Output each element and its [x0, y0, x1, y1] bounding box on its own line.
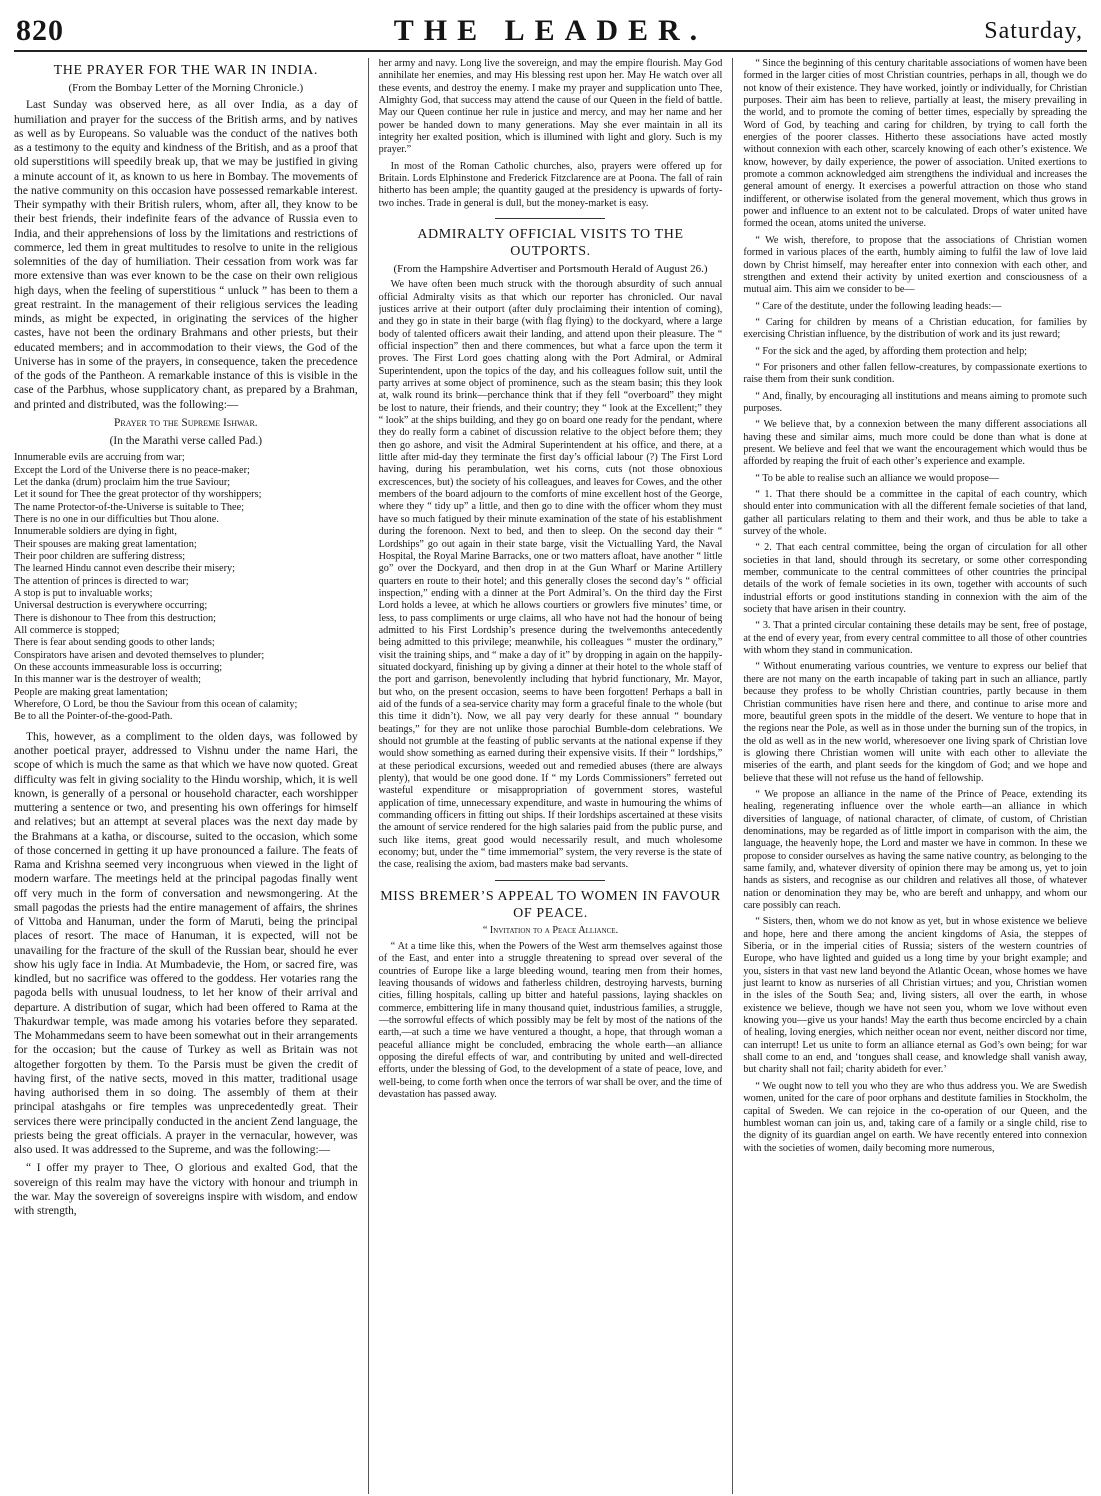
columns [14, 58, 1087, 1494]
article-source: (From the Bombay Letter of the Morning Chronicle.) [68, 81, 304, 94]
article-heading-miss-bremer: MISS BREMER’S APPEAL TO WOMEN IN FAVOUR OF PEACE. [380, 888, 721, 921]
column-right [743, 58, 1087, 1494]
poem-line: Conspirators have arisen and devoted themselves to plunder; [14, 649, 265, 661]
poem-line: The name Protector-of-the-Universe is suitable to Thee; [14, 501, 245, 513]
list-item: “ For the sick and the aged, by affording them protection and help; [755, 345, 1027, 357]
poem-line: On these accounts immeasurable loss is occurring; [14, 662, 223, 674]
article-paragraph: “ 1. That there should be a committee in the capital of each country, which should enter into communication with all the different female societies of that land, gather all particulars relating to them and their work, and thus be able to take a survey of the whole. [743, 489, 1087, 538]
article-subheading: “ Invitation to a Peace Alliance. [482, 924, 619, 936]
poem-line: Their poor children are suffering distress; [14, 551, 186, 562]
masthead-rule [14, 50, 1087, 52]
article-paragraph: “ I offer my prayer to Thee, O glorious and exalted God, that the sovereign of this realm may have the victory with honour and triumph in the war. May the sovereign of sovereigns inspire with wisdom, and endow with strength, [14, 1162, 358, 1218]
paper-title: THE LEADER. [393, 14, 708, 47]
list-item: “ Caring for children by means of a Christian education, for families by exercising Christian influence, by the distribution of work and its just reward; [743, 316, 1087, 341]
article-paragraph: “ Without enumerating various countries, we venture to express our belief that there are not many on the earth incapable of taking part in such an alliance, partly because they profess to be wholly Christian countries, partly because in them Christian communities have risen here and there, and continue to arise more and more, beautiful green spots in the middle of the desert. We venture to hope that in the regions near the Pole, as well as in those under the burning sun of the tropics, in the old as well as in the new world, wheresoever one living spark of Christian love is glowing there Christian women will unite with each other to alleviate the miseries of the earth, and plant seeds for the kingdom of God; and we hope and believe that these will not refuse us the hand of fellowship. [743, 661, 1087, 784]
article-paragraph: This, however, as a compliment to the olden days, was followed by another poetical prayer, addressed to Vishnu under the name Hari, the scope of which is much the same as that which we have now quoted. Great difficulty was felt in giving sociality to the Hindu worship, which, it is well known, is generally of a personal or household character, each worshipper muttering a sentence or two, and presenting his own offerings for himself and relatives; but an attempt at several places was the next day made by the Brahmans at a katha, or discourse, suited to the occasion, which some of those concerned in getting it up have pronounced a failure. The feats of Rama and Krishna seemed very incongruous when viewed in the light of modern warfare. The meetings held at the principal pagodas finally went off very much in the form of conversation and newsmongering. At the small pagodas the priests had the entire management of affairs, the shrines of Vittoba and Hanuman, under the form of Maruti, being the principal places of resort. The mace of Hanuman, it is expected, will not be unavailing for the fracture of the skull of the Russian bear, should he ever show his ugly face in India. At Mumbadevie, the Hom, or sacred fire, was kindled, but no sacrifice was offered to the goddess. Her votaries rang the pagoda bells with unusual loudness, to let her know of their arrival and departure. A distribution of sugar, which had been offered to Rama at the Thakurdwar temple, was made among his votaries before they separated. The Mohammedans seem to have been somewhat out in their arrangements for the occasion; but the cause of Turkey as well as Britain was not altogether forgotten by them. To the Parsis must be given the credit of having first, of the native sects, moved in this matter, traditional usage having authorised them in so doing. The assembly of them at their principal atashgahs or fire temples was unprecedentedly great. Their services there were principally conducted in the ancient Zend language, the priests being the great officials. A prayer in the vernacular, however, was also used. It was addressed to the Supreme, and was the following:— [14, 730, 358, 1157]
poem-line: Let the danka (drum) proclaim him the true Saviour; [14, 476, 231, 488]
poem-line: Wherefore, O Lord, be thou the Saviour from this ocean of calamity; [14, 699, 298, 711]
poem-line: The learned Hindu cannot even describe their misery; [14, 563, 236, 575]
poem-line: Let it sound for Thee the great protector of thy worshippers; [14, 489, 262, 501]
article-paragraph: “ To be able to realise such an alliance we would propose— [755, 472, 1000, 484]
poem-line: Innumerable evils are accruing from war; [14, 452, 185, 464]
poem-line: All commerce is stopped; [14, 625, 120, 637]
article-paragraph: “ Since the beginning of this century charitable associations of women have been formed in the larger cities of most Christian countries, perhaps in all, though we do not know of their existence. They have worked, jointly or individually, for Christian purposes. Their aim has been to relieve, partially at least, the misery prevailing in the world, and to promote the coming of better times, especially by spreading the Word of God, by teaching and caring for children, by trying to call forth the energies of the poorer classes. Hitherto these associations have acted mostly without connexion with each other, scarcely knowing of each other’s existence. We know, however, by daily experience, the power of association. United exertions to promote a common acknowledged aim strengthens the individual and increases the general amount of energy. It exercises a powerful attraction on those who stand indifferent, or otherwise isolated from the general movement, which thus grows in power and influence to an extent not to be calculated. Drops of water united have formed the ocean, atoms united the universe. [743, 58, 1087, 230]
prayer-subtitle: (In the Marathi verse called Pad.) [109, 435, 263, 447]
list-item: “ And, finally, by encouraging all institutions and means aiming to promote such purposes. [743, 390, 1087, 414]
list-item: “ For prisoners and other fallen fellow-creatures, by compassionate exertions to raise them from their sunk condition. [743, 361, 1087, 386]
column-middle [379, 58, 723, 1494]
article-paragraph: her army and navy. Long live the sovereign, and may the empire flourish. May God annihilate her enemies, and may His blessing rest upon her. May He watch over all these events, and destroy the enemy. I make my prayer and supplication unto Thee, Almighty God, that success may attend the cause of our Queen in the field of battle. May our Queen continue her rule in justice and mercy, and may her name and her power be handed down to many generations. May she ever maintain in all its integrity her exalted position, which is illumined with light and glory. Such is my prayer.” [378, 58, 723, 156]
masthead [14, 8, 1087, 48]
article-heading-admiralty-visits: ADMIRALTY OFFICIAL VISITS TO THE OUTPORTS. [417, 227, 684, 260]
article-heading-prayer-war-india: THE PRAYER FOR THE WAR IN INDIA. [53, 63, 318, 78]
prayer-poem [14, 452, 358, 724]
article-paragraph: “ Sisters, then, whom we do not know as yet, but in whose existence we believe and hope, here and there among the ancient kingdoms of Asia, the steppes of Siberia, or in the imperial cities of Russia; sisters of the western countries of Europe, who have lighted and guided us a long time by your bright example; and you, sisters in that vast new land beyond the Atlantic Ocean, whose homes we have just learnt to know as nurseries of all Christian virtues; and you, Christian women in the isles of the South Sea; and, living sisters, all over the earth, in whose existence we believe, though we have not seen you, whom we love without even knowing you—give us your hands! May the earth thus become encircled by a chain of healing, loving energies, which neither ocean nor event, neither discord nor time, can interrupt! Let us unite to form an alliance eternal as God’s own being; for war shall come to an end, and ‘tongues shall cease, and knowledge shall vanish away, but charity shall not fail; charity abideth for ever.’ [743, 916, 1087, 1076]
article-paragraph: Last Sunday was observed here, as all over India, as a day of humiliation and prayer for the success of the British arms, and by natives as well as by Europeans. So valuable was the conduct of the natives both as a testimony to the equity and kindness of the British, and as a proof that old superstitions will speedily break up, that we may be justified in giving a minute account of it, as known to us here in Bombay. The movements of the native community on this occasion have possessed remarkable interest. Their sympathy with their British rulers, whom, after all, they know to be their best friends, their indefinite fears of the advance of Russia even to India, and their apprehensions of loss by the limitations and restrictions of commerce, led them in great multitudes to resolve to unite in the religious solemnities of the day of humiliation. Their cessation from work was far more extensive than was ever known to be the case on their own religious high days, when the feeling of superstitious “ unluck ” has been to them a great restraint. In the management of their religious services the leading minds, as might be expected, in originating the services of the higher castes, have not been the ordinary Brahmans and other priests, but their educated members; and in accommodation to their views, the God of the Universe has in some of the prayers, in consequence, taken the precedence of the gods of the Pantheon. A remarkable instance of this is visible in the case of the Parbhus, whose supplicatory chant, as prepared by a Brahman, and printed and distributed, was the following:— [14, 99, 358, 411]
column-left [14, 58, 358, 1494]
article-paragraph: In most of the Roman Catholic churches, also, prayers were offered up for Britain. Lords Elphinstone and Frederick Fitzclarence are at Poona. The fall of rain hitherto has been ample; the quantity gauged at the presidency is upwards of forty-two inches. Trade in general is dull, but the money-market is easy. [378, 160, 723, 209]
article-paragraph: “ 3. That a printed circular containing these details may be sent, free of postage, at the end of every year, from every central committee to all those of other countries with whom they stand in communication. [743, 620, 1087, 657]
poem-line: In this manner war is the destroyer of wealth; [14, 674, 202, 686]
column-divider [732, 58, 733, 1494]
poem-line: People are making great lamentation; [14, 686, 168, 698]
article-paragraph: “ We wish, therefore, to propose that the associations of Christian women formed in various places of the earth, humbly aiming to fulfil the law of love laid down by Christ himself, may hereafter enter into connexion with each other, and strengthen and extend their activity by united exertion and consciousness of a mutual aim. This aim we consider to be— [743, 234, 1087, 296]
poem-line: Their spouses are making great lamentation; [14, 538, 197, 550]
article-paragraph: “ We propose an alliance in the name of the Prince of Peace, extending its healing, regenerating influence over the whole earth—an alliance in which diversities of language, of national character, of climate, of custom, of Christian denominations, may be regarded as of little import in comparison with the aim, the language, the heavenly hope, the Lord and master we have in common. In these we propose to consider ourselves as having the same native country, as belonging to the same family, and, whatever diversity of opinion there may be among us, yet to join hands as sisters, and recognise as our children and relatives all those, of whatever nation or denomination they may be, who are bereft and unhappy, and whom our care possibly can reach. [743, 788, 1087, 911]
article-paragraph: “ We ought now to tell you who they are who thus address you. We are Swedish women, united for the care of poor orphans and destitute families in Stockholm, the capital of Sweden. We can rejoice in the co-operation of our Queen, and the humblest woman can join us, and, taking care of a family or a single child, rise to the dignity of its guardian angel on earth. We have recently entered into connexion with the societies of women, daily becoming more numerous, [743, 1080, 1087, 1154]
poem-line: Innumerable soldiers are dying in fight, [14, 526, 177, 538]
prayer-title: Prayer to the Supreme Ishwar. [114, 416, 258, 429]
article-paragraph: “ 2. That each central committee, being the organ of circulation for all other societies in that land, should through its secretary, or some other corresponding member, communicate to the central committees of other countries the principal details of the work of female societies in its own, together with accounts of such industrial efforts or good institutions standing in connexion with the aim of the society that have arisen in their country. [743, 542, 1087, 616]
page-number: 820 [16, 14, 64, 47]
article-paragraph: We have often been much struck with the thorough absurdity of such annual official Admiralty visits as that which our reporter has chronicled. Our naval justices arrive at their outport (after duly proclaiming their intention of coming), and they go in state in their barge (with flag flying) to the dockyard, where a large body of talented officers await their landing, and attend upon their pleasure. The “ official inspection” then and there commences, but what a farce upon the term it proves. The First Lord goes chatting along with the Port Admiral, or Admiral Superintendent, upon the topics of the day, and his colleagues follow suit, until the party arrives at some object of prominence, such as the steam basin; this they look at, walk round its brink—perchance think that if they fell “overboard” they might be lost to nature, their friends, and their country; they “ look at the Excellent;” they “ look” at the ships building, and they go on board one ready for the pendant, where they do really form a cabinet of discussion relative to the object before them; they then go ashore, and visit the Admiral Superintendent at his office, and there, at a little after mid-day they terminate the first day’s official labour (?) The First Lord having, during his perambulation, wet his corns, cuts (not those obnoxious excrescences, but) the society of his colleagues, and leaves for Cowes, and the other members of the board adjourn to the comforts of mine excellent host of the George, where they “ tidy up” a little, and then go to dine with the officer whom they must have so much fatigued by their minute examination of the state of his establishment during the forenoon. Next to bed, and then to sleep. On the second day their “ Lordships” go out again in their state barge, visit the Victualling Yard, the Naval Hospital, the Royal Marine Barracks, one or two matters afloat, have another “ little go” over the Dockyard, and then drop in at the Gun Wharf or Marine Artillery quarters en route to their hotel; and this generally closes the second day’s “ official inspection,” ending with a dinner at the Port Admiral’s. On the third day the First Lord holds a levee, at which he allows courtiers or growlers five minutes’ time, or less, to pass compliments or urge claims, all who have not had the honour of being admitted to his First Lordship’s presence during the twelvemonths antecedently being admitted to this privilege; meanwhile, his colleagues “ muster the ordinary,” visit the training ships, and “ make a day of it” by dropping in again on the happily-situated dockyard, finishing up by giving a dinner at their hotel to the whole staff of the port and garrison, benevolently including that hybrid functionary, Mr. Mayor, but who, on the present occasion, seems to have been forgotten! Perhaps a ball in aid of the funds of a sea-service charity may form a graceful finale to the whole (but this time it didn’t). Now, we all pay very dearly for these annual “ boundary beatings,” for they are not unlike those parochial Bumble-dom celebrations. We should not grumble at the feasting of public servants at the national expense if they would show something as earned during their expensive visits. If their “ lordships,” at these periodical excursions, weeded out and remedied abuses (there are always plenty), that would be one good done. If “ my Lords Commissioners” ferreted out wasteful expenditure or misappropriation of government stores, wasteful application of time, unnecessary expenditure, and waste in humouring the whims of commanding officers in fitting out ships. If their lordships ascertained at these visits the amount of service rendered for the high salaries paid from the public purse, and such like items, great good would necessarily result, and much wholesome economy; but, under the “ time immemorial” system, the very reverse is the state of the case, realising the axiom, bad masters make bad servants. [378, 279, 723, 871]
column-divider [368, 58, 369, 1494]
poem-line: There is fear about sending goods to other lands; [14, 637, 215, 649]
section-divider [495, 880, 605, 881]
list-item: “ Care of the destitute, under the following leading heads:— [755, 300, 1002, 312]
section-divider [495, 218, 605, 219]
article-paragraph: “ We believe that, by a connexion between the many different associations all having these and similar aims, much more could be done than what is done at present. We believe and feel that we want the encouragement which would thus be afforded by reaping the fruit of each other’s experience and example. [743, 419, 1087, 468]
poem-line: Universal destruction is everywhere occurring; [14, 600, 208, 612]
day-label: Saturday, [984, 18, 1083, 44]
poem-line: The attention of princes is directed to war; [14, 575, 189, 587]
poem-line: A stop is put to invaluable works; [14, 588, 153, 600]
article-source: (From the Hampshire Advertiser and Portsmouth Herald of August 26.) [393, 263, 708, 275]
poem-line: Except the Lord of the Universe there is no peace-maker; [14, 464, 250, 476]
poem-line: There is no one in our difficulties but Thou alone. [14, 513, 219, 525]
poem-line: Be to all the Pointer-of-the-good-Path. [14, 711, 173, 723]
article-paragraph: “ At a time like this, when the Powers of the West arm themselves against those of the East, and enter into a struggle threatening to spread over several of the countries of Europe like a large bleeding wound, tearing men from their homes, leaving thousands of widows and fatherless children, destroying harvests, burning cities, filling hospitals, calling up bitter and hateful passions, laying shackles on commerce, embittering life in many thousand quiet, industrious families, a struggle,—the sorrowful effects of which possibly may be felt by most of the nations of the earth,—at such a time we have ventured a thought, a hope, that through woman a peaceful alliance might be concluded, embracing the whole earth—an alliance opposing the direful effects of war, and contributing by united and well-directed efforts, under the blessing of God, to the development of a state of peace, love, and well-being, to come forth when once the terrors of war shall be over, and the time of devastation has passed away. [378, 941, 723, 1101]
poem-line: There is dishonour to Thee from this destruction; [14, 612, 216, 624]
